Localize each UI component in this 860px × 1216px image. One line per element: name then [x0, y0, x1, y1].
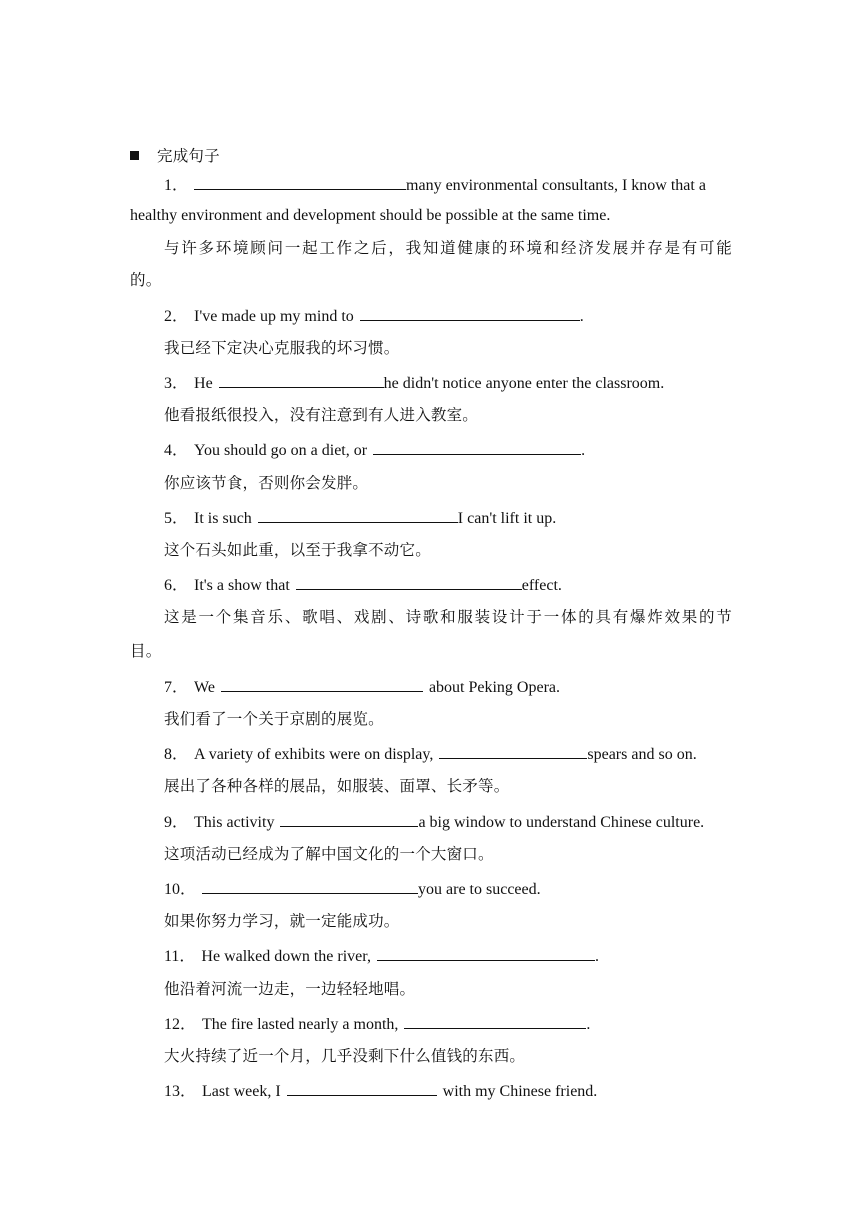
translation-10: 如果你努力学习，就一定能成功。 — [164, 912, 400, 930]
item-number: 3． — [164, 375, 189, 392]
sentence-before: He — [194, 375, 213, 392]
sentence-before: Last week, I — [202, 1083, 281, 1100]
sentence-before: He walked down the river, — [201, 948, 371, 965]
exercise-item-3 — [130, 372, 732, 394]
answer-blank-10[interactable] — [202, 878, 418, 894]
exercise-item-11 — [130, 945, 732, 967]
exercise-item-8 — [130, 743, 732, 765]
translation-8: 展出了各种各样的展品，如服装、面罩、长矛等。 — [164, 777, 510, 795]
sentence-before: I've made up my mind to — [194, 308, 354, 325]
answer-blank-8[interactable] — [439, 743, 587, 759]
answer-blank-1[interactable] — [194, 174, 406, 190]
translation-11: 他沿着河流一边走，一边轻轻地唱。 — [164, 980, 416, 998]
translation-7: 我们看了一个关于京剧的展览。 — [164, 710, 384, 728]
exercise-item-5 — [130, 507, 732, 529]
exercise-item-9 — [130, 811, 732, 833]
translation-1: 与许多环境顾问一起工作之后，我知道健康的环境和经济发展并存是有可能 — [164, 239, 732, 257]
exercise-item-1 — [130, 174, 732, 196]
sentence-before: A variety of exhibits were on display, — [194, 746, 434, 763]
answer-blank-5[interactable] — [258, 507, 458, 523]
item-number: 11． — [164, 948, 196, 965]
answer-blank-12[interactable] — [404, 1013, 586, 1029]
sentence-after: a big window to understand Chinese culture. — [418, 814, 705, 831]
sentence-after: he didn't notice anyone enter the classroom. — [383, 375, 665, 392]
translation-4: 你应该节食，否则你会发胖。 — [164, 474, 369, 492]
translation-2: 我已经下定决心克服我的坏习惯。 — [164, 339, 400, 357]
sentence-continuation-1: healthy environment and development should be possible at the same time. — [130, 207, 611, 224]
square-bullet-icon — [130, 151, 139, 160]
answer-blank-9[interactable] — [280, 811, 418, 827]
sentence-after: . — [581, 442, 586, 459]
exercise-item-6 — [130, 574, 732, 596]
section-title: 完成句子 — [157, 147, 220, 165]
sentence-before: The fire lasted nearly a month, — [202, 1016, 399, 1033]
sentence-after: . — [586, 1016, 591, 1033]
translation-9: 这项活动已经成为了解中国文化的一个大窗口。 — [164, 845, 494, 863]
sentence-after: about Peking Opera. — [428, 679, 561, 696]
translation-6: 这是一个集音乐、歌唱、戏剧、诗歌和服装设计于一体的具有爆炸效果的节 — [164, 608, 732, 626]
sentence-after: . — [594, 948, 599, 965]
answer-blank-3[interactable] — [219, 372, 384, 388]
answer-blank-4[interactable] — [373, 439, 581, 455]
exercise-item-4 — [130, 439, 732, 461]
sentence-after: you are to succeed. — [418, 881, 541, 898]
item-number: 5． — [164, 510, 189, 527]
sentence-after: I can't lift it up. — [457, 510, 557, 527]
sentence-after: spears and so on. — [587, 746, 697, 763]
sentence-after: . — [579, 308, 584, 325]
sentence-after: with my Chinese friend. — [442, 1083, 598, 1100]
translation-6-continued: 目。 — [130, 642, 162, 660]
translation-5: 这个石头如此重，以至于我拿不动它。 — [164, 541, 431, 559]
item-number: 1． — [164, 177, 189, 194]
item-number: 12． — [164, 1016, 197, 1033]
sentence-after: many environmental consultants, I know that a — [406, 177, 706, 194]
item-number: 2． — [164, 308, 189, 325]
sentence-before: You should go on a diet, or — [194, 442, 368, 459]
translation-12: 大火持续了近一个月，几乎没剩下什么值钱的东西。 — [164, 1047, 526, 1065]
exercise-item-7 — [130, 676, 732, 698]
item-number: 9． — [164, 814, 189, 831]
sentence-before: It's a show that — [194, 577, 290, 594]
exercise-item-12 — [130, 1013, 732, 1035]
section-heading — [130, 146, 732, 166]
answer-blank-2[interactable] — [360, 305, 580, 321]
sentence-before: It is such — [194, 510, 252, 527]
exercise-item-13 — [130, 1080, 732, 1102]
exercise-item-2 — [130, 305, 732, 327]
item-number: 13． — [164, 1083, 197, 1100]
translation-1-continued: 的。 — [130, 271, 162, 289]
item-number: 10． — [164, 881, 197, 898]
answer-blank-13[interactable] — [287, 1080, 437, 1096]
answer-blank-7[interactable] — [221, 676, 423, 692]
sentence-after: effect. — [521, 577, 562, 594]
item-number: 6． — [164, 577, 189, 594]
item-number: 7． — [164, 679, 189, 696]
exercise-item-10 — [130, 878, 732, 900]
translation-3: 他看报纸很投入，没有注意到有人进入教室。 — [164, 406, 479, 424]
sentence-before: This activity — [194, 814, 275, 831]
answer-blank-6[interactable] — [296, 574, 522, 590]
sentence-before: We — [194, 679, 215, 696]
answer-blank-11[interactable] — [377, 945, 595, 961]
item-number: 8． — [164, 746, 189, 763]
item-number: 4． — [164, 442, 189, 459]
